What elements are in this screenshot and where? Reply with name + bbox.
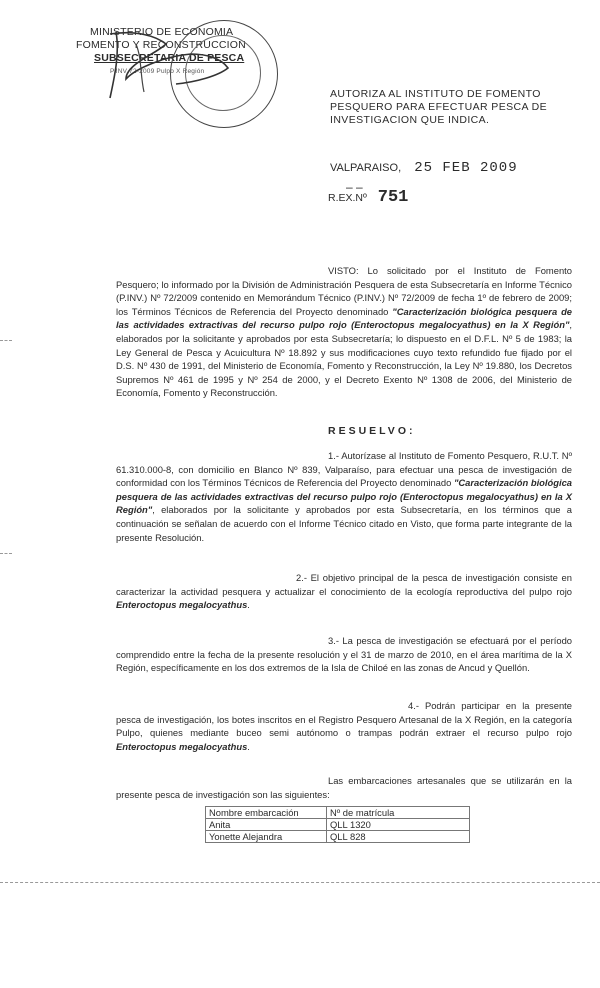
table-header-row	[206, 807, 470, 819]
table-header-cell: Nombre embarcación	[206, 807, 327, 819]
scan-rule	[0, 882, 600, 883]
ministry-subtitle: FOMENTO Y RECONSTRUCCION	[76, 39, 246, 51]
signature-mark	[96, 24, 236, 104]
table-cell: Anita	[206, 819, 327, 831]
table-header-cell: Nº de matrícula	[327, 807, 470, 819]
scan-rule	[0, 553, 12, 554]
resuelvo-heading: RESUELVO:	[328, 425, 416, 437]
file-reference: P.INV 72-2009 Pulpo X Región	[110, 68, 205, 75]
ministry-name: MINISTERIO DE ECONOMIA	[90, 26, 234, 38]
table-cell: Yonette Alejandra	[206, 831, 327, 843]
subsecretaria-name: SUBSECRETARIA DE PESCA	[94, 52, 245, 64]
table-cell: QLL 828	[327, 831, 470, 843]
visto-paragraph: VISTO: Lo solicitado por el Instituto de Fomento Pesquero; lo informado por la División de Administración Pesquera de esta Subsecretaría en Informe Técnico (P.INV.) Nº 72/2009 contenido en Memorándum Técnico (P.INV.) Nº 72/2009 de fecha 1º de febrero de 2009; los Términos Técnicos de Referencia del Proyecto denominado "Caracterización biológica pesquera de las actividades extractivas del recurso pulpo rojo (Enteroctopus megalocyathus) en la X Región", elaborados por la solicitante y aprobados por esta Subsecretaría; lo dispuesto en el D.F.L. Nº 5 de 1983; la Ley General de Pesca y Acuicultura Nº 18.892 y sus modificaciones cuyo texto refundido fue fijado por el D.S. Nº 430 de 1991, del Ministerio de Economía, Fomento y Reconstrucción, la Ley Nº 19.880, los Decretos Supremos Nº 461 de 1995 y Nº 254 de 2000, y el Decreto Exento Nº 1308 de 2006, del Ministerio de Economía, Fomento y Reconstrucción.	[116, 265, 573, 399]
scan-rule	[0, 340, 12, 341]
rex-label: R.EX.Nº	[328, 192, 367, 204]
date-line	[330, 160, 580, 176]
rex-line: – – R.EX.Nº 751	[328, 180, 409, 207]
place-label: VALPARAISO,	[330, 162, 402, 174]
table-row	[206, 831, 470, 843]
resolution-item-4: 4.- Podrán participar en la presente pesca de investigación, los botes inscritos en el Registro Pesquero Artesanal de la X Región, en la categoría Pulpo, quienes mediante buceo semi autónomo o trampas podrán extraer el recurso pulpo rojo Enteroctopus megalocyathus.	[116, 700, 572, 752]
table-cell: QLL 1320	[327, 819, 470, 831]
rex-number: 751	[377, 188, 409, 207]
document-title: AUTORIZA AL INSTITUTO DE FOMENTO PESQUERO PARA EFECTUAR PESCA DE INVESTIGACION QUE INDICA.	[330, 88, 548, 126]
resolution-item-2: 2.- El objetivo principal de la pesca de investigación consiste en caracterizar la actividad pesquera y actualizar el conocimiento de la ecología reproductiva del pulpo rojo Enteroctopus megalocyathus.	[116, 572, 572, 611]
boats-intro: Las embarcaciones artesanales que se utilizarán en la presente pesca de investigación son las siguientes:	[116, 775, 572, 800]
table-row	[206, 819, 470, 831]
stamped-date: 25 FEB 2009	[414, 160, 518, 176]
resolution-item-3: 3.- La pesca de investigación se efectuará por el período comprendido entre la fecha de la presente resolución y el 31 de marzo de 2010, en el área marítima de la X Región, específicamente en los dos extremos de la Isla de Chiloé en las zonas de Ancud y Quellón.	[116, 635, 572, 674]
boats-table	[205, 806, 470, 843]
resolution-item-1: 1.- Autorízase al Instituto de Fomento Pesquero, R.U.T. Nº 61.310.000-8, con domicilio en Blanco Nº 839, Valparaíso, para efectuar una pesca de investigación de conformidad con los Términos Técnicos de Referencia del Proyecto denominado "Caracterización biológica pesquera de las actividades extractivas del recurso pulpo rojo (Enteroctopus megalocyathus) en la X Región", elaborados por la solicitante y aprobados por esta Subsecretaría, en los términos que a continuación se señalan de acuerdo con el Informe Técnico citado en Visto, que forma parte integrante de la presente Resolución.	[116, 450, 572, 543]
